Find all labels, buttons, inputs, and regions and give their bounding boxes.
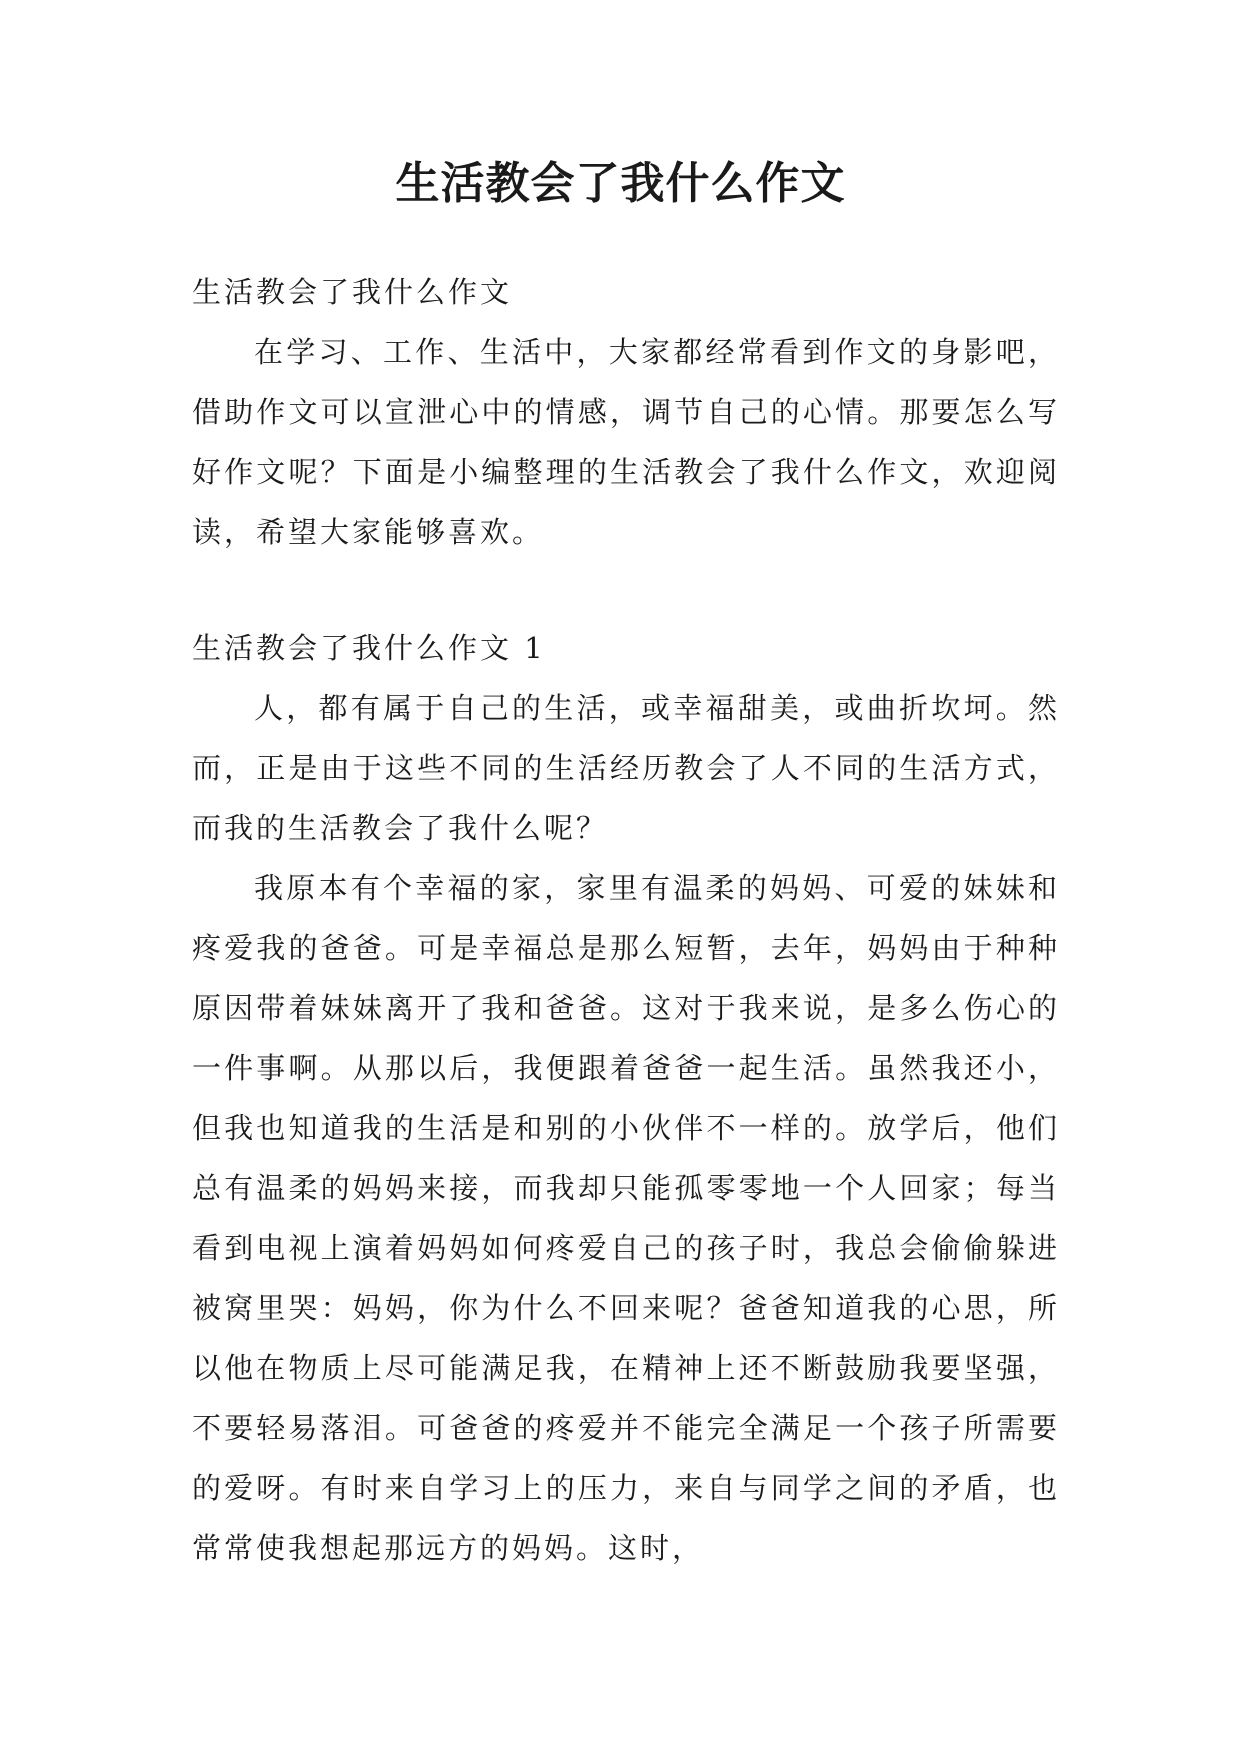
section-1-paragraph-1: 人，都有属于自己的生活，或幸福甜美，或曲折坎坷。然而，正是由于这些不同的生活经历教会了人不同的生活方式，而我的生活教会了我什么呢？ xyxy=(192,691,1060,845)
section-1-paragraph-2: 我原本有个幸福的家，家里有温柔的妈妈、可爱的妹妹和疼爱我的爸爸。可是幸福总是那么短暂，去年，妈妈由于种种原因带着妹妹离开了我和爸爸。这对于我来说，是多么伤心的一件事啊。从那以后，我便跟着爸爸一起生活。虽然我还小，但我也知道我的生活是和别的小伙伴不一样的。放学后，他们总有温柔的妈妈来接，而我却只能孤零零地一个人回家；每当看到电视上演着妈妈如何疼爱自己的孩子时，我总会偷偷躲进被窝里哭：妈妈，你为什么不回来呢？爸爸知道我的心思，所以他在物质上尽可能满足我，在精神上还不断鼓励我要坚强，不要轻易落泪。可爸爸的疼爱并不能完全满足一个孩子所需要的爱呀。有时来自学习上的压力，来自与同学之间的矛盾，也常常使我想起那远方的妈妈。这时， xyxy=(192,871,1060,1565)
document-title: 生活教会了我什么作文 xyxy=(395,158,846,209)
section-1-heading: 生活教会了我什么作文 1 xyxy=(192,631,546,665)
document-body xyxy=(192,262,1060,1578)
intro-paragraph: 在学习、工作、生活中，大家都经常看到作文的身影吧，借助作文可以宣泄心中的情感，调节自己的心情。那要怎么写好作文呢？下面是小编整理的生活教会了我什么作文，欢迎阅读，希望大家能够喜欢。 xyxy=(192,335,1060,549)
intro-heading: 生活教会了我什么作文 xyxy=(192,275,513,309)
section-spacer xyxy=(192,562,1060,618)
